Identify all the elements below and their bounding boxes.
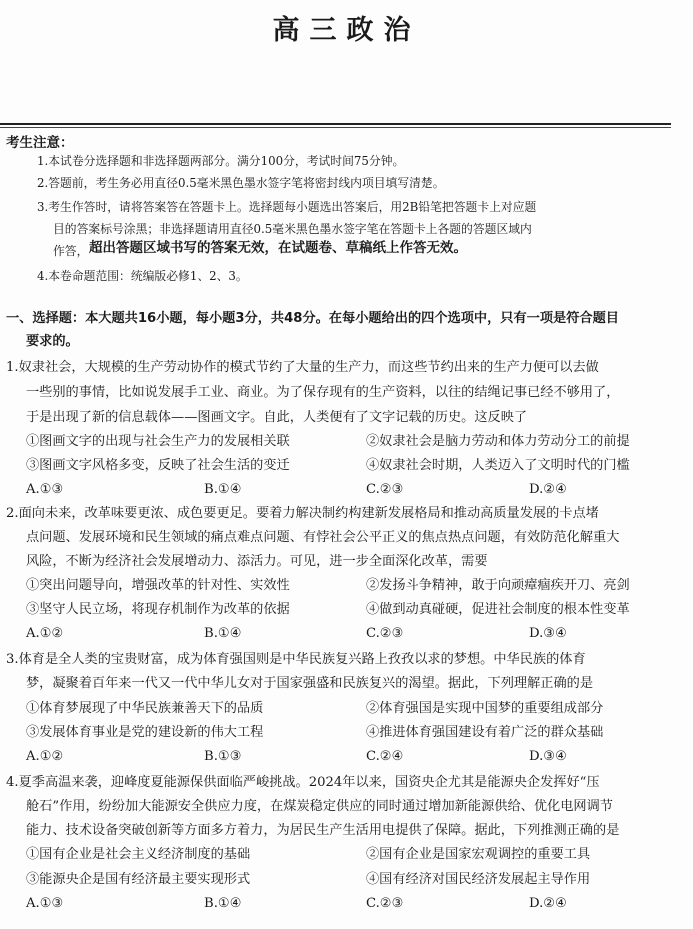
statement: ①国有企业是社会主义经济制度的基础 xyxy=(26,847,251,862)
question-stem: 3.体育是全人类的宝贵财富，成为体育强国则是中华民族复兴路上孜孜以求的梦想。中华民族的体育 xyxy=(6,652,586,667)
answer-option: B.①④ xyxy=(204,896,242,911)
answer-option: B.①④ xyxy=(204,482,242,497)
notice-item: 4.本卷命题范围：统编版必修1、2、3。 xyxy=(37,269,248,283)
page-title: 高三政治 xyxy=(272,15,421,46)
question-stem: 舱石”作用，纷纷加大能源安全供应力度，在煤炭稳定供应的同时通过增加新能源供给、优化电网调节 xyxy=(26,799,613,814)
notice-item: 3.考生作答时，请将答案答在答题卡上。选择题每小题选出答案后，用2B铅笔把答题卡上对应题 xyxy=(37,200,537,214)
notice-item: 作答， xyxy=(53,244,89,258)
statement: ③坚守人民立场，将现存机制作为改革的依据 xyxy=(26,602,290,617)
statement: ③图画文字风格多变，反映了社会生活的变迁 xyxy=(26,458,290,473)
statement: ②国有企业是国家宏观调控的重要工具 xyxy=(366,847,591,862)
question-stem: 1.奴隶社会，大规模的生产劳动协作的模式节约了大量的生产力，而这些节约出来的生产力便可以去做 xyxy=(6,360,599,375)
statement: ①图画文字的出现与社会生产力的发展相关联 xyxy=(26,434,290,449)
statement: ②奴隶社会是脑力劳动和体力劳动分工的前提 xyxy=(366,434,630,449)
statement: ④推进体育强国建设有着广泛的群众基础 xyxy=(366,725,604,740)
answer-option: B.①③ xyxy=(204,749,242,764)
statement: ③能源央企是国有经济最主要实现形式 xyxy=(26,872,251,887)
answer-option: D.②④ xyxy=(529,896,567,911)
answer-option: C.②④ xyxy=(366,749,404,764)
answer-option: D.③④ xyxy=(529,749,567,764)
section-heading: 一、选择题：本大题共16小题，每小题3分，共48分。在每小题给出的四个选项中，只有一项是符合题目 xyxy=(6,311,619,326)
question-stem: 4.夏季高温来袭，迎峰度夏能源保供面临严峻挑战。2024年以来，国资央企尤其是能源央企发挥好“压 xyxy=(6,775,600,790)
statement: ③发展体育事业是党的建设新的伟大工程 xyxy=(26,725,264,740)
statement: ④奴隶社会时期，人类迈入了文明时代的门槛 xyxy=(366,458,630,473)
header-rule-thin xyxy=(0,127,671,128)
answer-option: A.①② xyxy=(26,626,64,641)
notice-item: 1.本试卷分选择题和非选择题两部分。满分100分，考试时间75分钟。 xyxy=(37,154,405,168)
notice-item-emphasis: 超出答题区域书写的答案无效，在试题卷、草稿纸上作答无效。 xyxy=(89,240,467,256)
question-stem: 2.面向未来，改革味要更浓、成色要更足。要着力解决制约构建新发展格局和推动高质量发展的卡点堵 xyxy=(6,506,599,521)
answer-option: D.②④ xyxy=(529,482,567,497)
question-stem: 梦，凝聚着百年来一代又一代中华儿女对于国家强盛和民族复兴的渴望。据此，下列理解正确的是 xyxy=(26,676,594,691)
question-stem: 于是出现了新的信息载体——图画文字。自此，人类便有了文字记载的历史。这反映了 xyxy=(26,410,528,425)
statement: ①突出问题导向，增强改革的针对性、实效性 xyxy=(26,578,290,593)
answer-option: C.②③ xyxy=(366,896,404,911)
answer-option: A.①② xyxy=(26,749,64,764)
statement: ④国有经济对国民经济发展起主导作用 xyxy=(366,872,591,887)
question-stem: 一些别的事情，比如说发展手工业、商业。为了保存现有的生产资料，以往的结绳记事已经不够用了， xyxy=(26,385,620,400)
answer-option: A.①③ xyxy=(26,482,64,497)
question-stem: 能力、技术设备突破创新等方面多方着力，为居民生产生活用电提供了保障。据此，下列推测正确的是 xyxy=(26,823,620,838)
statement: ④做到动真碰硬，促进社会制度的根本性变革 xyxy=(366,602,630,617)
notice-item: 目的答案标号涂黑；非选择题请用直径0.5毫米黑色墨水签字笔在答题卡上各题的答题区域内 xyxy=(53,222,532,236)
notice-item: 2.答题前，考生务必用直径0.5毫米黑色墨水签字笔将密封线内项目填写清楚。 xyxy=(37,176,445,190)
question-stem: 风险，不断为经济社会发展增动力、添活力。可见，进一步全面深化改革，需要 xyxy=(26,554,488,569)
statement: ②体育强国是实现中国梦的重要组成部分 xyxy=(366,701,604,716)
statement: ②发扬斗争精神，敢于向顽瘴痼疾开刀、亮剑 xyxy=(366,578,630,593)
answer-option: C.②③ xyxy=(366,482,404,497)
answer-option: D.③④ xyxy=(529,626,567,641)
statement: ①体育梦展现了中华民族兼善天下的品质 xyxy=(26,701,264,716)
section-heading-cont: 要求的。 xyxy=(26,334,79,349)
notice-heading: 考生注意： xyxy=(6,135,74,151)
answer-option: C.②③ xyxy=(366,626,404,641)
answer-option: B.①④ xyxy=(204,626,242,641)
header-rule xyxy=(0,123,671,125)
answer-option: A.①③ xyxy=(26,896,64,911)
question-stem: 点问题、发展环境和民生领域的痛点难点问题、有悖社会公平正义的焦点热点问题，有效防范化解重大 xyxy=(26,530,620,545)
